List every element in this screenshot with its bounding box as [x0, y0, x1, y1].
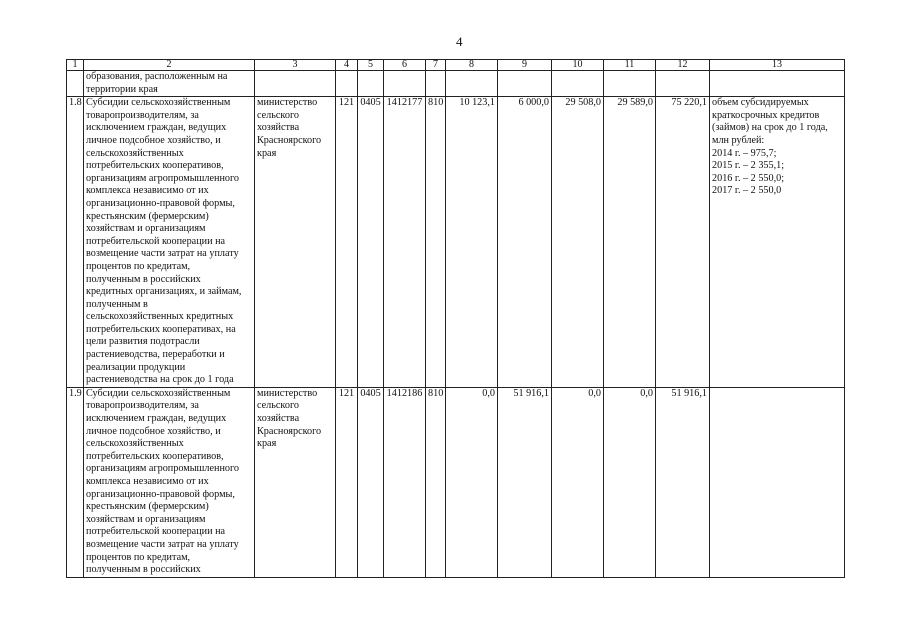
text-line: товаропроизводителям, за: [86, 109, 199, 121]
text-line: (займов) на срок до 1 года,: [712, 122, 828, 134]
continuation-row: [67, 71, 845, 97]
budget-administrator: [255, 387, 336, 577]
target-article-code: 1412177: [384, 97, 426, 388]
text-line: личное подсобное хозяйство, и: [86, 134, 221, 146]
text-line: Красноярского: [257, 425, 322, 437]
column-number: 8: [446, 60, 498, 71]
budget-table: [66, 59, 845, 578]
text-line: потребительской кооперации на: [86, 526, 226, 538]
amount-col-8: 0,0: [446, 387, 498, 577]
expected-result: [710, 387, 845, 577]
column-number: 12: [656, 60, 710, 71]
amount-col-8: 10 123,1: [446, 97, 498, 388]
text-line: потребительских кооперативов,: [86, 160, 224, 172]
text-line: крестьянским (фермерским): [86, 501, 209, 513]
text-line: комплекса независимо от их: [86, 185, 209, 197]
text-line: хозяйствам и организациям: [86, 513, 206, 525]
text-line: возмещение части затрат на уплату: [86, 538, 239, 550]
amount-col-10: 29 508,0: [552, 97, 604, 388]
text-line: министерство: [257, 97, 318, 109]
amount-col-11: 29 589,0: [604, 97, 656, 388]
text-line: растениеводства на срок до 1 года: [86, 374, 234, 386]
column-number: 6: [384, 60, 426, 71]
text-line: полученным в российских: [86, 273, 201, 285]
text-line: млн рублей:: [712, 134, 765, 146]
column-number: 11: [604, 60, 656, 71]
amount-col-9: 51 916,1: [498, 387, 552, 577]
amount-col-9: 6 000,0: [498, 97, 552, 388]
text-line: Субсидии сельскохозяйственным: [86, 387, 231, 399]
expense-type-code: 810: [426, 97, 446, 388]
text-line: потребительских кооперативов,: [86, 450, 224, 462]
text-line: крестьянским (фермерским): [86, 210, 209, 222]
column-number: 3: [255, 60, 336, 71]
text-line: Субсидии сельскохозяйственным: [86, 97, 231, 109]
amount-col-11: 0,0: [604, 387, 656, 577]
table-row: [67, 387, 845, 577]
table-row: [67, 97, 845, 388]
text-line: кредитных организациях, и займам,: [86, 286, 242, 298]
text-line: хозяйствам и организациям: [86, 223, 206, 235]
text-line: сельскохозяйственных кредитных: [86, 311, 234, 323]
expense-type-code: 810: [426, 387, 446, 577]
text-line: исключением граждан, ведущих: [86, 413, 227, 425]
section-code: 0405: [358, 387, 384, 577]
text-line: потребительской кооперации на: [86, 235, 226, 247]
text-line: объем субсидируемых: [712, 97, 809, 109]
text-line: комплекса независимо от их: [86, 476, 209, 487]
grbs-code: 121: [336, 387, 358, 577]
expected-result: [710, 97, 845, 388]
column-number: 9: [498, 60, 552, 71]
text-line: сельскохозяйственных: [86, 438, 184, 450]
text-line: сельского: [257, 109, 299, 121]
grbs-code: 121: [336, 97, 358, 388]
text-line: хозяйства: [257, 122, 300, 134]
column-number: 2: [84, 60, 255, 71]
measure-name: [84, 97, 255, 388]
text-line: реализации продукции: [86, 361, 186, 373]
page-number: 4: [456, 34, 463, 49]
text-line: краткосрочных кредитов: [712, 109, 820, 121]
continuation-text: образования, расположенным на территории края: [84, 71, 255, 97]
text-line: 2015 г. – 2 355,1;: [712, 160, 785, 172]
column-number: 13: [710, 60, 845, 71]
column-number: 10: [552, 60, 604, 71]
text-line: исключением граждан, ведущих: [86, 122, 227, 134]
text-line: личное подсобное хозяйство, и: [86, 425, 221, 437]
text-line: 2016 г. – 2 550,0;: [712, 172, 785, 184]
amount-col-10: 0,0: [552, 387, 604, 577]
budget-administrator: [255, 97, 336, 388]
target-article-code: 1412186: [384, 387, 426, 577]
text-line: Красноярского: [257, 134, 322, 146]
text-line: министерство: [257, 387, 318, 399]
text-line: организациям агропромышленного: [86, 172, 240, 184]
text-line: края: [257, 147, 277, 159]
row-number: 1.8: [67, 97, 84, 388]
text-line: потребительских кооперативах, на: [86, 323, 236, 335]
text-line: 2014 г. – 975,7;: [712, 147, 777, 159]
text-line: возмещение части затрат на уплату: [86, 248, 239, 260]
column-number: 1: [67, 60, 84, 71]
text-line: организациям агропромышленного: [86, 463, 240, 475]
row-number: 1.9: [67, 387, 84, 577]
amount-total: 75 220,1: [656, 97, 710, 388]
text-line: 2017 г. – 2 550,0: [712, 185, 782, 197]
column-number-row: [67, 60, 845, 71]
column-number: 4: [336, 60, 358, 71]
text-line: края: [257, 438, 277, 450]
text-line: процентов по кредитам,: [86, 551, 191, 563]
text-line: сельского: [257, 400, 299, 412]
text-line: полученным в: [86, 298, 148, 310]
text-line: сельскохозяйственных: [86, 147, 184, 159]
measure-name: [84, 387, 255, 577]
text-line: процентов по кредитам,: [86, 260, 191, 272]
text-line: хозяйства: [257, 413, 300, 425]
text-line: полученным в российских: [86, 564, 201, 576]
column-number: 5: [358, 60, 384, 71]
section-code: 0405: [358, 97, 384, 388]
amount-total: 51 916,1: [656, 387, 710, 577]
text-line: цели развития подотрасли: [86, 336, 200, 348]
column-number: 7: [426, 60, 446, 71]
text-line: организационно-правовой формы,: [86, 488, 235, 500]
text-line: организационно-правовой формы,: [86, 197, 235, 209]
text-line: растениеводства, переработки и: [86, 349, 225, 361]
text-line: товаропроизводителям, за: [86, 400, 199, 412]
